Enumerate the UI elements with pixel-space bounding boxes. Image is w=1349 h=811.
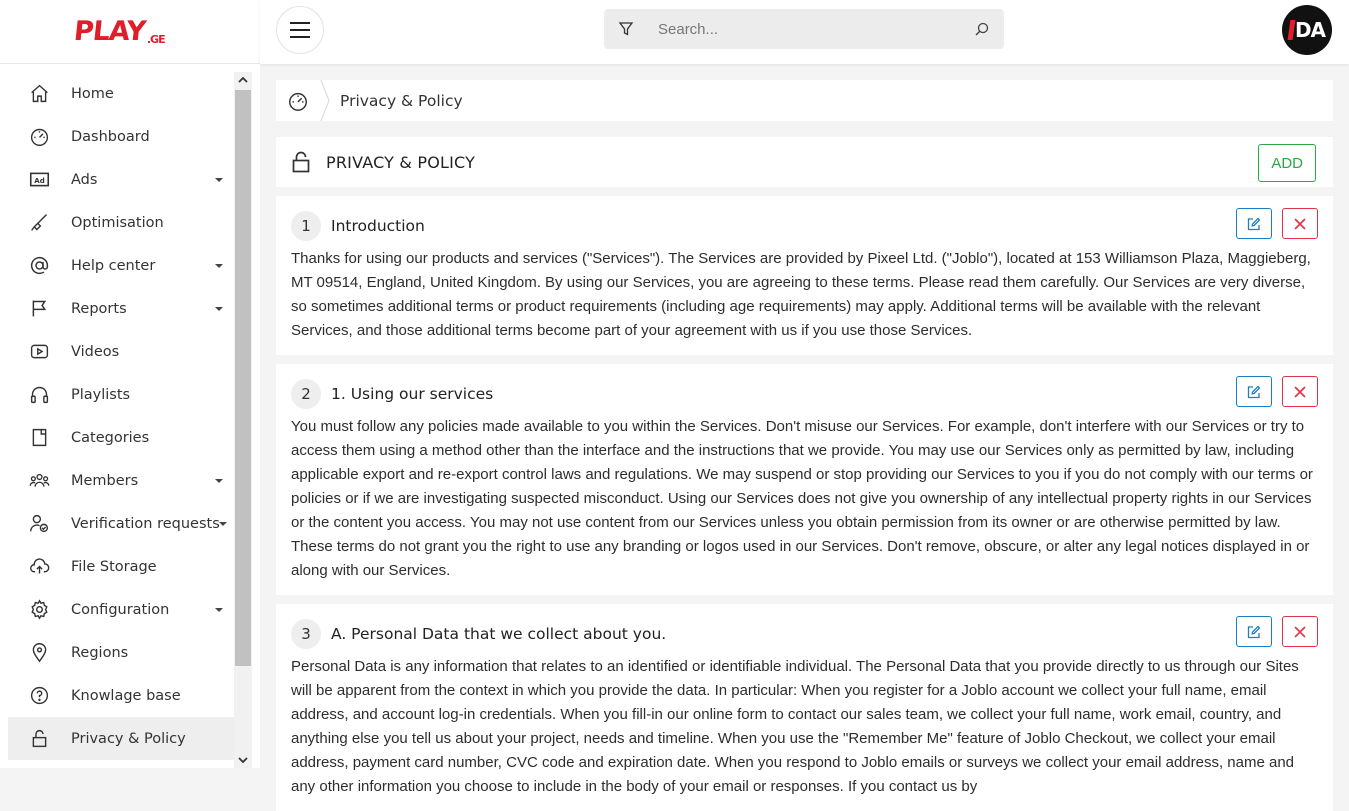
main-content — [276, 80, 1333, 795]
logo-main-text: PLAY — [72, 16, 147, 47]
svg-text:Ad: Ad — [33, 177, 45, 185]
sidebar-item-label: Configuration — [71, 601, 170, 618]
sidebar-item-label: File Storage — [71, 558, 157, 575]
sidebar-item-ads[interactable] — [8, 158, 234, 201]
sidebar-item-playlists[interactable] — [8, 373, 234, 416]
delete-button[interactable] — [1282, 616, 1318, 647]
sidebar-item-dashboard[interactable] — [8, 115, 234, 158]
sidebar-item-label: Optimisation — [71, 214, 164, 231]
sidebar-item-verification-requests[interactable] — [8, 502, 234, 545]
chevron-down-icon — [214, 304, 224, 314]
at-icon — [28, 255, 50, 277]
home-icon — [28, 83, 50, 105]
search-icon[interactable] — [960, 22, 1004, 36]
sidebar-item-label: Home — [71, 85, 114, 102]
sidebar-item-label: Privacy & Policy — [71, 730, 186, 747]
sidebar-item-label: Videos — [71, 343, 120, 360]
cloud-upload-icon — [28, 556, 50, 578]
chevron-down-icon — [214, 175, 224, 185]
sidebar-divider — [0, 63, 260, 64]
logo-suffix-text: .GE — [146, 33, 165, 46]
breadcrumb-current: Privacy & Policy — [340, 91, 463, 110]
section-number-badge: 3 — [291, 619, 321, 649]
section-title: 1. Using our services — [331, 385, 494, 403]
sidebar-item-knowlage-base[interactable] — [8, 674, 234, 717]
ad-icon — [28, 169, 50, 191]
edit-button[interactable] — [1236, 376, 1272, 407]
search-bar — [604, 9, 1004, 49]
flag-icon — [28, 298, 50, 320]
speedometer-icon — [28, 126, 50, 148]
play-icon — [28, 341, 50, 363]
sidebar-item-members[interactable] — [8, 459, 234, 502]
filter-icon[interactable] — [604, 22, 648, 36]
sidebar-item-label: Regions — [71, 644, 129, 661]
sidebar-item-optimisation[interactable] — [8, 201, 234, 244]
policy-section — [276, 604, 1333, 811]
page-icon — [28, 427, 50, 449]
sidebar-item-label: Playlists — [71, 386, 131, 403]
section-title: A. Personal Data that we collect about you. — [331, 625, 667, 643]
sidebar-item-label: Verification requests — [71, 515, 220, 532]
scroll-down-arrow-icon[interactable] — [234, 752, 252, 768]
section-body: You must follow any policies made available to you within the Services. Don't misuse our Services. For example, don't interfere with our Services or try to access them using a method other than the interface and the instructions that we provide. You may use our Services only as permitted by law, including applicable export and re-export control laws and regulations. We may suspend or stop providing our Services to you if you do not comply with our terms or policies or if we are investigating suspected misconduct. Using our Services does not give you ownership of any intellectual property rights in our Services or the content you access. You may not use content from our Services unless you obtain permission from its owner or are otherwise permitted by law. These terms do not grant you the right to use any branding or logos used in our Services. Don't remove, obscure, or alter any legal notices displayed in or along with our Services. — [291, 418, 1313, 579]
section-number-badge: 1 — [291, 211, 321, 241]
section-number-badge: 2 — [291, 379, 321, 409]
edit-icon — [1247, 217, 1261, 231]
question-icon — [28, 685, 50, 707]
edit-icon — [1247, 385, 1261, 399]
sidebar-item-label: Reports — [71, 300, 127, 317]
speedometer-icon[interactable] — [276, 90, 320, 112]
sidebar-item-reports[interactable] — [8, 287, 234, 330]
chevron-down-icon — [214, 605, 224, 615]
sidebar-nav — [8, 72, 234, 768]
sidebar-item-videos[interactable] — [8, 330, 234, 373]
gear-icon — [28, 599, 50, 621]
policy-section — [276, 196, 1333, 355]
section-body: Thanks for using our products and services ("Services"). The Services are provided by Pixeel Ltd. ("Joblo"), located at 153 Williamson Plaza, Maggieberg, MT 09514, England, United Kingdom. By using our Services, you are agreeing to these terms. Please read them carefully. Our Services are very diverse, so sometimes additional terms or product requirements (including age requirements) may apply. Additional terms will be available with the relevant Services, and those additional terms become part of your agreement with us if you use those Services. — [291, 250, 1311, 339]
breadcrumb — [276, 80, 1333, 121]
sidebar-scrollbar[interactable] — [234, 72, 252, 768]
sidebar-item-categories[interactable] — [8, 416, 234, 459]
sidebar-item-label: Ads — [71, 171, 98, 188]
page-title-card — [276, 137, 1333, 187]
chevron-down-icon — [218, 519, 228, 529]
breadcrumb-separator-icon — [320, 80, 330, 121]
lock-icon — [28, 728, 50, 750]
sidebar-item-configuration[interactable] — [8, 588, 234, 631]
headphones-icon — [28, 384, 50, 406]
sidebar-item-label: Knowlage base — [71, 687, 181, 704]
close-icon — [1294, 386, 1306, 398]
top-header — [260, 0, 1349, 64]
user-check-icon — [28, 513, 50, 535]
edit-button[interactable] — [1236, 616, 1272, 647]
page-title: PRIVACY & POLICY — [326, 152, 476, 172]
chevron-down-icon — [214, 261, 224, 271]
section-title: Introduction — [331, 217, 425, 235]
section-body: Personal Data is any information that relates to an identified or identifiable individual. The Personal Data that you provide directly to us through our Sites will be apparent from the context in which you provide the data. In particular: When you register for a Joblo account we collect your full name, email address, and account log-in credentials. When you fill-in our online form to contact our sales team, we collect your full name, work email, country, and anything else you tell us about your project, needs and timeline. When you use the "Remember Me" feature of Joblo Checkout, we collect your email address, payment card number, CVC code and expiration date. When you respond to Joblo emails or surveys we collect your email address, name and any other information you choose to include in the body of your email or responses. If you contact us by — [291, 658, 1299, 795]
add-button[interactable]: ADD — [1258, 144, 1316, 182]
sidebar-item-privacy-policy[interactable] — [8, 717, 234, 760]
search-input[interactable] — [648, 21, 960, 38]
sidebar-item-label: Categories — [71, 429, 150, 446]
close-icon — [1294, 218, 1306, 230]
sidebar-item-label: Help center — [71, 257, 156, 274]
hamburger-icon — [290, 22, 310, 38]
menu-toggle-button[interactable] — [276, 6, 324, 54]
sidebar-item-label: Members — [71, 472, 139, 489]
delete-button[interactable] — [1282, 208, 1318, 239]
edit-button[interactable] — [1236, 208, 1272, 239]
close-icon — [1294, 626, 1306, 638]
scrollbar-thumb[interactable] — [235, 90, 251, 666]
sidebar-item-file-storage[interactable] — [8, 545, 234, 588]
scroll-up-arrow-icon[interactable] — [234, 72, 252, 88]
brush-icon — [28, 212, 50, 234]
map-pin-icon — [28, 642, 50, 664]
sidebar-item-help-center[interactable] — [8, 244, 234, 287]
delete-button[interactable] — [1282, 376, 1318, 407]
sidebar-item-home[interactable] — [8, 72, 234, 115]
policy-section — [276, 364, 1333, 595]
chevron-down-icon — [214, 476, 224, 486]
edit-icon — [1247, 625, 1261, 639]
lock-icon — [292, 151, 310, 173]
sidebar-item-label: Dashboard — [71, 128, 150, 145]
sidebar — [0, 0, 260, 768]
avatar[interactable] — [1282, 5, 1332, 55]
sidebar-item-regions[interactable] — [8, 631, 234, 674]
logo[interactable] — [0, 0, 260, 64]
avatar-text: DA — [1294, 18, 1326, 42]
people-icon — [28, 470, 50, 492]
